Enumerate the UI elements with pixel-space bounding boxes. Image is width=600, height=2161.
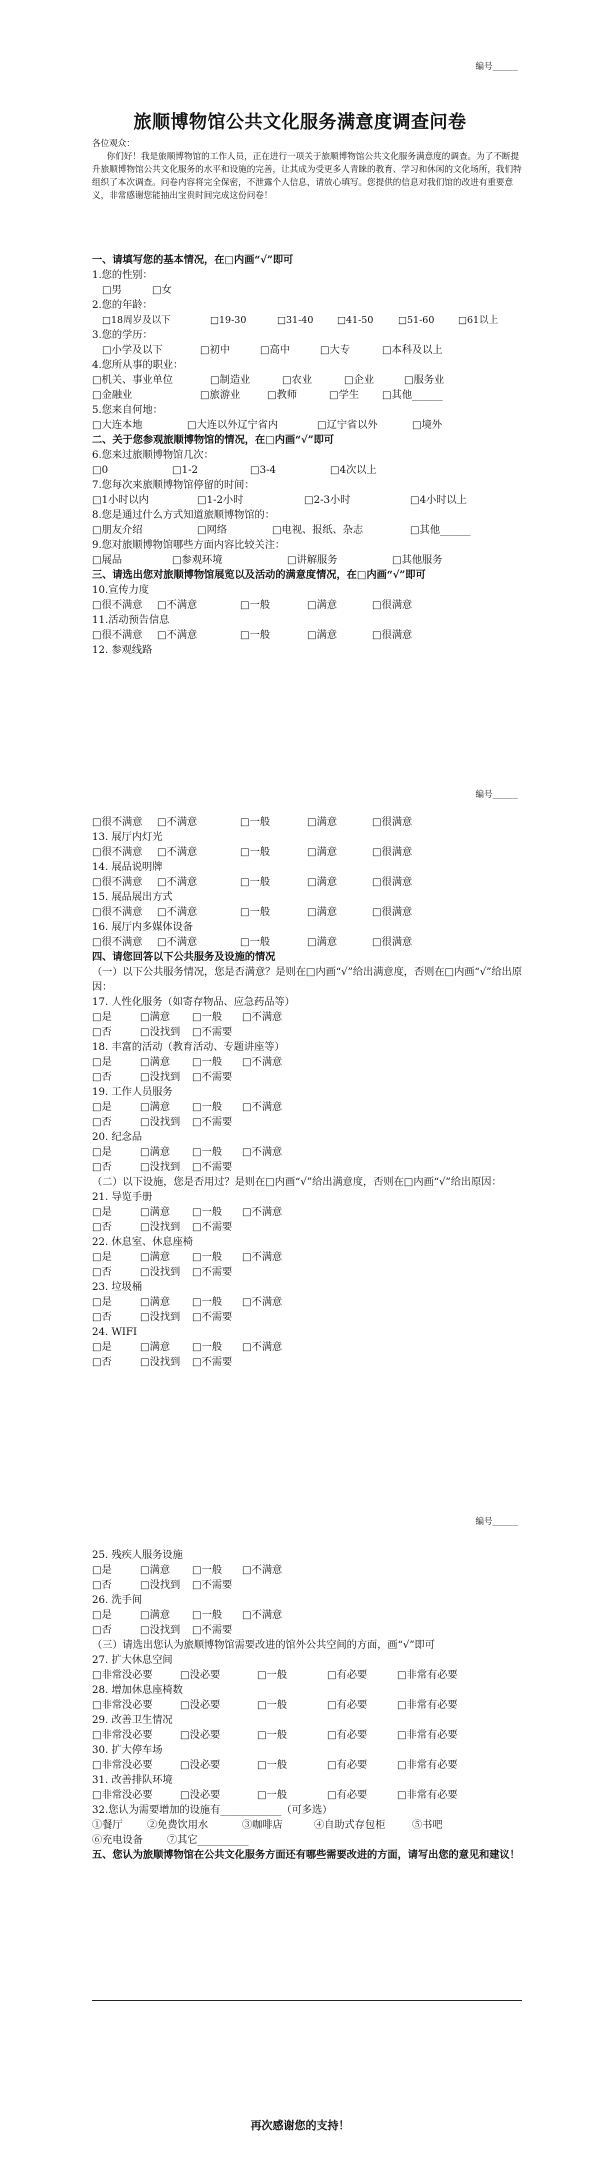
yes-option[interactable]: □不满意 [242,1342,283,1353]
question-label: 23. 垃圾桶 [92,1282,143,1293]
question-label: 25. 残疾人服务设施 [92,1550,183,1561]
necessity-option[interactable]: □有必要 [327,1670,368,1681]
section-exhibitions-cont [92,815,522,1370]
serial-number-label: 编号______ [475,790,518,800]
serial-number-label: 编号______ [475,1517,518,1527]
yes-option[interactable]: □是 [92,1297,112,1308]
question-label: 2.您的年龄： [92,300,153,311]
no-options [92,1115,522,1130]
facility-option[interactable]: ⑥充电设备 [92,1835,143,1846]
checkbox-option[interactable]: □初中 [200,345,231,356]
no-option[interactable]: □否 [92,1267,112,1278]
question-label: 12. 参观线路 [92,645,153,656]
question-label: 7.您每次来旅顺博物馆停留的时间： [92,480,255,491]
yes-option[interactable]: □满意 [140,1207,171,1218]
checkbox-option[interactable]: □大专 [320,345,351,356]
checkbox-option[interactable]: □其他______ [410,525,471,536]
question-options [92,553,522,568]
checkbox-option[interactable]: □高中 [260,345,291,356]
checkbox-option[interactable]: □讲解服务 [287,555,338,566]
facility-option[interactable]: ⑦其它__________ [167,1835,249,1846]
yes-option[interactable]: □一般 [192,1610,223,1621]
yes-option[interactable]: □是 [92,1342,112,1353]
question-options [92,373,522,388]
yes-option[interactable]: □一般 [192,1565,223,1576]
checkbox-option[interactable]: □本科及以上 [382,345,443,356]
checkbox-option[interactable]: □朋友介绍 [92,525,143,536]
facility-option[interactable]: ①餐厅 [92,1820,123,1831]
question-label: 31. 改善排队环境 [92,1775,173,1786]
question-label: 5.您来自何地： [92,405,163,416]
necessity-option[interactable]: □有必要 [327,1700,368,1711]
necessity-option[interactable]: □非常没必要 [92,1790,153,1801]
satisfaction-option[interactable]: □很满意 [372,847,413,858]
question-options [92,1818,522,1833]
checkbox-option[interactable]: □学生 [329,390,360,401]
need-options [92,1788,522,1803]
subsection-instruction: （一）以下公共服务情况，您是否满意？是则在□内画“√”给出满意度，否则在□内画“√”给出原因： [92,967,523,993]
checkbox-option[interactable]: □参观环境 [172,555,223,566]
satisfaction-option[interactable]: □很不满意 [92,847,143,858]
satisfaction-option[interactable]: □不满意 [157,907,198,918]
yes-options [92,1563,522,1578]
satisfaction-option[interactable]: □满意 [307,630,338,641]
checkbox-option[interactable]: □2-3小时 [304,495,351,506]
necessity-option[interactable]: □非常没必要 [92,1760,153,1771]
satisfaction-option[interactable]: □一般 [240,847,271,858]
satisfaction-option[interactable]: □不满意 [157,600,198,611]
yes-options [92,1295,522,1310]
yes-option[interactable]: □一般 [192,1252,223,1263]
necessity-option[interactable]: □非常没必要 [92,1700,153,1711]
question-label: 17. 人性化服务（如寄存物品、应急药品等） [92,997,295,1008]
no-option[interactable]: □没找到 [140,1222,181,1233]
checkbox-option[interactable]: □19-30 [210,315,247,326]
yes-option[interactable]: □是 [92,1057,112,1068]
question-label: 28. 增加休息座椅数 [92,1685,183,1696]
checkbox-option[interactable]: □其他服务 [392,555,443,566]
question-label: 30. 扩大停车场 [92,1745,163,1756]
section-facilities-cont [92,1548,522,1863]
satisfaction-option[interactable]: □很满意 [372,937,413,948]
satisfaction-option[interactable]: □满意 [307,877,338,888]
no-options [92,1578,522,1593]
necessity-option[interactable]: □有必要 [327,1790,368,1801]
yes-option[interactable]: □是 [92,1147,112,1158]
question-options [92,845,522,860]
satisfaction-option[interactable]: □满意 [307,600,338,611]
section-heading: 二、关于您参观旅顺博物馆的情况，在□内画“√”即可 [92,434,334,446]
question-label: 6.您来过旅顺博物馆几次： [92,450,214,461]
yes-option[interactable]: □一般 [192,1342,223,1353]
answer-line[interactable] [92,2000,522,2001]
question-label: 24. WIFI [92,1327,138,1338]
question-label: 10.宣传力度 [92,585,149,596]
checkbox-option[interactable]: □1-2 [172,465,199,476]
checkbox-option[interactable]: □18周岁及以下 [102,315,171,326]
yes-option[interactable]: □一般 [192,1297,223,1308]
satisfaction-option[interactable]: □满意 [307,847,338,858]
yes-option[interactable]: □满意 [140,1565,171,1576]
yes-options [92,1010,522,1025]
closing-thanks: 再次感谢您的支持！ [250,2119,350,2132]
no-option[interactable]: □不需要 [192,1027,233,1038]
necessity-option[interactable]: □有必要 [327,1760,368,1771]
yes-option[interactable]: □是 [92,1102,112,1113]
question-label: 16. 展厅内多媒体设备 [92,922,193,933]
yes-option[interactable]: □不满意 [242,1610,283,1621]
satisfaction-option[interactable]: □很满意 [372,877,413,888]
question-label: 20. 纪念品 [92,1132,143,1143]
necessity-option[interactable]: □非常有必要 [397,1670,458,1681]
greeting: 各位观众： [92,139,135,149]
question-label: 22. 休息室、休息座椅 [92,1237,193,1248]
yes-options [92,1145,522,1160]
no-option[interactable]: □没找到 [140,1117,181,1128]
no-options [92,1623,522,1638]
no-option[interactable]: □没找到 [140,1162,181,1173]
facility-option[interactable]: ③咖啡店 [242,1820,283,1831]
satisfaction-option[interactable]: □不满意 [157,630,198,641]
necessity-option[interactable]: □非常有必要 [397,1760,458,1771]
checkbox-option[interactable]: □小学及以下 [102,345,163,356]
yes-option[interactable]: □不满意 [242,1207,283,1218]
satisfaction-option[interactable]: □不满意 [157,877,198,888]
satisfaction-option[interactable]: □很不满意 [92,630,143,641]
yes-option[interactable]: □不满意 [242,1012,283,1023]
subsection-instruction: （二）以下设施，您是否用过？是则在□内画“√”给出满意度，否则在□内画“√”给出原因： [92,1177,502,1188]
checkbox-option[interactable]: □31-40 [277,315,314,326]
section-heading: 五、您认为旅顺博物馆在公共文化服务方面还有哪些需要改进的方面，请写出您的意见和建议！ [92,1849,520,1861]
no-option[interactable]: □否 [92,1162,112,1173]
no-option[interactable]: □不需要 [192,1625,233,1636]
checkbox-option[interactable]: □教师 [267,390,298,401]
necessity-option[interactable]: □非常没必要 [92,1730,153,1741]
no-option[interactable]: □不需要 [192,1222,233,1233]
satisfaction-option[interactable]: □很不满意 [92,600,143,611]
no-option[interactable]: □不需要 [192,1117,233,1128]
checkbox-option[interactable]: □61以上 [458,315,499,326]
no-option[interactable]: □否 [92,1027,112,1038]
question-options [92,598,522,613]
checkbox-option[interactable]: □机关、事业单位 [92,375,173,386]
no-option[interactable]: □没找到 [140,1625,181,1636]
necessity-option[interactable]: □一般 [257,1670,288,1681]
necessity-option[interactable]: □没必要 [180,1730,221,1741]
question-options [92,493,522,508]
yes-option[interactable]: □不满意 [242,1565,283,1576]
no-options [92,1310,522,1325]
necessity-option[interactable]: □一般 [257,1790,288,1801]
section-basic-info [92,253,522,658]
question-options [92,628,522,643]
satisfaction-option[interactable]: □很满意 [372,600,413,611]
no-option[interactable]: □没找到 [140,1072,181,1083]
satisfaction-option[interactable]: □满意 [307,817,338,828]
necessity-option[interactable]: □一般 [257,1760,288,1771]
question-options [92,388,522,403]
satisfaction-option[interactable]: □一般 [240,630,271,641]
question-label: 11.活动预告信息 [92,615,170,626]
satisfaction-option[interactable]: □很不满意 [92,877,143,888]
checkbox-option[interactable]: □1小时以内 [92,495,149,506]
satisfaction-option[interactable]: □很不满意 [92,937,143,948]
no-option[interactable]: □不需要 [192,1072,233,1083]
question-options [92,523,522,538]
checkbox-option[interactable]: □4次以上 [330,465,377,476]
no-option[interactable]: □否 [92,1117,112,1128]
satisfaction-option[interactable]: □满意 [307,937,338,948]
necessity-option[interactable]: □一般 [257,1730,288,1741]
question-label: 18. 丰富的活动（教育活动、专题讲座等） [92,1042,285,1053]
no-option[interactable]: □没找到 [140,1580,181,1591]
checkbox-option[interactable]: □辽宁省以外 [317,420,378,431]
necessity-option[interactable]: □非常有必要 [397,1700,458,1711]
satisfaction-option[interactable]: □一般 [240,937,271,948]
checkbox-option[interactable]: □4小时以上 [410,495,467,506]
yes-option[interactable]: □一般 [192,1057,223,1068]
yes-options [92,1055,522,1070]
necessity-option[interactable]: □一般 [257,1700,288,1711]
question-label: 19. 工作人员服务 [92,1087,173,1098]
question-label: 21. 导览手册 [92,1192,153,1203]
question-label: 14. 展品说明牌 [92,862,163,873]
no-option[interactable]: □没找到 [140,1357,181,1368]
checkbox-option[interactable]: □境外 [412,420,443,431]
satisfaction-option[interactable]: □很不满意 [92,817,143,828]
no-options [92,1070,522,1085]
question-options [92,875,522,890]
checkbox-option[interactable]: □金融业 [92,390,133,401]
satisfaction-option[interactable]: □一般 [240,907,271,918]
no-options [92,1355,522,1370]
checkbox-option[interactable]: □其他______ [382,390,443,401]
satisfaction-option[interactable]: □一般 [240,600,271,611]
checkbox-option[interactable]: □企业 [344,375,375,386]
question-options [92,343,522,358]
yes-option[interactable]: □一般 [192,1012,223,1023]
no-option[interactable]: □没找到 [140,1027,181,1038]
checkbox-option[interactable]: □大连本地 [92,420,143,431]
yes-option[interactable]: □满意 [140,1012,171,1023]
question-options [92,935,522,950]
yes-option[interactable]: □不满意 [242,1147,283,1158]
no-option[interactable]: □否 [92,1357,112,1368]
checkbox-option[interactable]: □男 [102,285,122,296]
checkbox-option[interactable]: □3-4 [250,465,277,476]
satisfaction-option[interactable]: □一般 [240,877,271,888]
checkbox-option[interactable]: □展品 [92,555,123,566]
section-heading: 三、请选出您对旅顺博物馆展览以及活动的满意度情况，在□内画“√”即可 [92,569,426,581]
yes-option[interactable]: □不满意 [242,1252,283,1263]
checkbox-option[interactable]: □女 [152,285,172,296]
need-options [92,1668,522,1683]
facility-option[interactable]: ②免费饮用水 [147,1820,209,1831]
checkbox-option[interactable]: □网络 [197,525,228,536]
satisfaction-option[interactable]: □不满意 [157,937,198,948]
necessity-option[interactable]: □有必要 [327,1730,368,1741]
question-label: 29. 改善卫生情况 [92,1715,173,1726]
yes-option[interactable]: □不满意 [242,1102,283,1113]
necessity-option[interactable]: □没必要 [180,1760,221,1771]
no-option[interactable]: □否 [92,1072,112,1083]
intro-block [92,138,522,203]
question-label: 4.您所从事的职业： [92,360,184,371]
no-option[interactable]: □否 [92,1580,112,1591]
no-option[interactable]: □否 [92,1625,112,1636]
yes-options [92,1100,522,1115]
question-options [92,463,522,478]
necessity-option[interactable]: □没必要 [180,1670,221,1681]
yes-option[interactable]: □是 [92,1012,112,1023]
question-options [92,1833,522,1848]
question-label: 1.您的性别： [92,270,153,281]
yes-option[interactable]: □一般 [192,1147,223,1158]
no-option[interactable]: □否 [92,1222,112,1233]
checkbox-option[interactable]: □大连以外辽宁省内 [187,420,279,431]
yes-option[interactable]: □是 [92,1565,112,1576]
question-options [92,283,522,298]
facility-option[interactable]: ⑤书吧 [412,1820,443,1831]
intro-paragraph: 你们好！我是旅顺博物馆的工作人员，正在进行一项关于旅顺博物馆公共文化服务满意度的调查。为了不断提升旅顺博物馆公共文化服务的水平和设施的完善，让其成为受更多人青睐的教育、学习和休闲的文化场所，我们特组织了本次调查。问卷内容将完全保密，不泄露个人信息，请放心填写。您提供的信息对我们馆的改进有重要意义，非常感谢您能抽出宝贵时间完成这份问卷！ [92,152,522,201]
checkbox-option[interactable]: □农业 [282,375,313,386]
section-heading: 四、请您回答以下公共服务及设施的情况 [92,951,276,963]
yes-options [92,1205,522,1220]
question-label: 27. 扩大休息空间 [92,1655,173,1666]
yes-option[interactable]: □一般 [192,1102,223,1113]
need-options [92,1728,522,1743]
question-options [92,815,522,830]
yes-option[interactable]: □满意 [140,1102,171,1113]
yes-option[interactable]: □一般 [192,1207,223,1218]
page-title: 旅顺博物馆公共文化服务满意度调查问卷 [133,112,467,133]
checkbox-option[interactable]: □0 [92,465,109,476]
yes-option[interactable]: □满意 [140,1057,171,1068]
satisfaction-option[interactable]: □很不满意 [92,907,143,918]
no-option[interactable]: □否 [92,1312,112,1323]
yes-option[interactable]: □是 [92,1207,112,1218]
need-options [92,1698,522,1713]
yes-option[interactable]: □是 [92,1252,112,1263]
question-label: 9.您对旅顺博物馆哪些方面内容比较关注： [92,540,286,551]
satisfaction-option[interactable]: □不满意 [157,847,198,858]
necessity-option[interactable]: □非常有必要 [397,1790,458,1801]
no-options [92,1265,522,1280]
no-option[interactable]: □不需要 [192,1162,233,1173]
no-option[interactable]: □不需要 [192,1312,233,1323]
yes-options [92,1250,522,1265]
yes-option[interactable]: □是 [92,1610,112,1621]
yes-option[interactable]: □满意 [140,1252,171,1263]
satisfaction-option[interactable]: □不满意 [157,817,198,828]
checkbox-option[interactable]: □电视、报纸、杂志 [272,525,364,536]
no-options [92,1160,522,1175]
checkbox-option[interactable]: □41-50 [337,315,374,326]
need-options [92,1758,522,1773]
yes-option[interactable]: □满意 [140,1297,171,1308]
yes-options [92,1340,522,1355]
satisfaction-option[interactable]: □很满意 [372,817,413,828]
yes-option[interactable]: □不满意 [242,1297,283,1308]
checkbox-option[interactable]: □旅游业 [200,390,241,401]
necessity-option[interactable]: □非常有必要 [397,1730,458,1741]
checkbox-option[interactable]: □1-2小时 [197,495,244,506]
serial-number-label: 编号______ [475,62,518,72]
yes-option[interactable]: □满意 [140,1610,171,1621]
checkbox-option[interactable]: □制造业 [210,375,251,386]
checkbox-option[interactable]: □服务业 [404,375,445,386]
yes-options [92,1608,522,1623]
question-label: 15. 展品展出方式 [92,892,173,903]
question-label: 32.您认为需要增加的设施有____________（可多选） [92,1805,333,1816]
yes-option[interactable]: □满意 [140,1342,171,1353]
satisfaction-option[interactable]: □一般 [240,817,271,828]
yes-option[interactable]: □满意 [140,1147,171,1158]
no-option[interactable]: □不需要 [192,1267,233,1278]
necessity-option[interactable]: □没必要 [180,1700,221,1711]
facility-option[interactable]: ④自助式存包柜 [314,1820,386,1831]
yes-option[interactable]: □不满意 [242,1057,283,1068]
no-option[interactable]: □没找到 [140,1267,181,1278]
subsection-instruction: （三）请选出您认为旅顺博物馆需要改进的馆外公共空间的方面，画“√”即可 [92,1640,435,1651]
question-options [92,418,522,433]
question-options [92,905,522,920]
question-label: 3.您的学历： [92,330,153,341]
section-heading: 一、请填写您的基本情况，在□内画“√”即可 [92,254,294,266]
question-label: 26. 洗手间 [92,1595,143,1606]
checkbox-option[interactable]: □51-60 [398,315,435,326]
no-options [92,1025,522,1040]
question-label: 8.您是通过什么方式知道旅顺博物馆的： [92,510,275,521]
no-option[interactable]: □不需要 [192,1357,233,1368]
satisfaction-option[interactable]: □满意 [307,907,338,918]
no-option[interactable]: □没找到 [140,1312,181,1323]
no-options [92,1220,522,1235]
satisfaction-option[interactable]: □很满意 [372,630,413,641]
necessity-option[interactable]: □非常没必要 [92,1670,153,1681]
question-options [92,313,522,328]
question-label: 13. 展厅内灯光 [92,832,163,843]
necessity-option[interactable]: □没必要 [180,1790,221,1801]
satisfaction-option[interactable]: □很满意 [372,907,413,918]
no-option[interactable]: □不需要 [192,1580,233,1591]
